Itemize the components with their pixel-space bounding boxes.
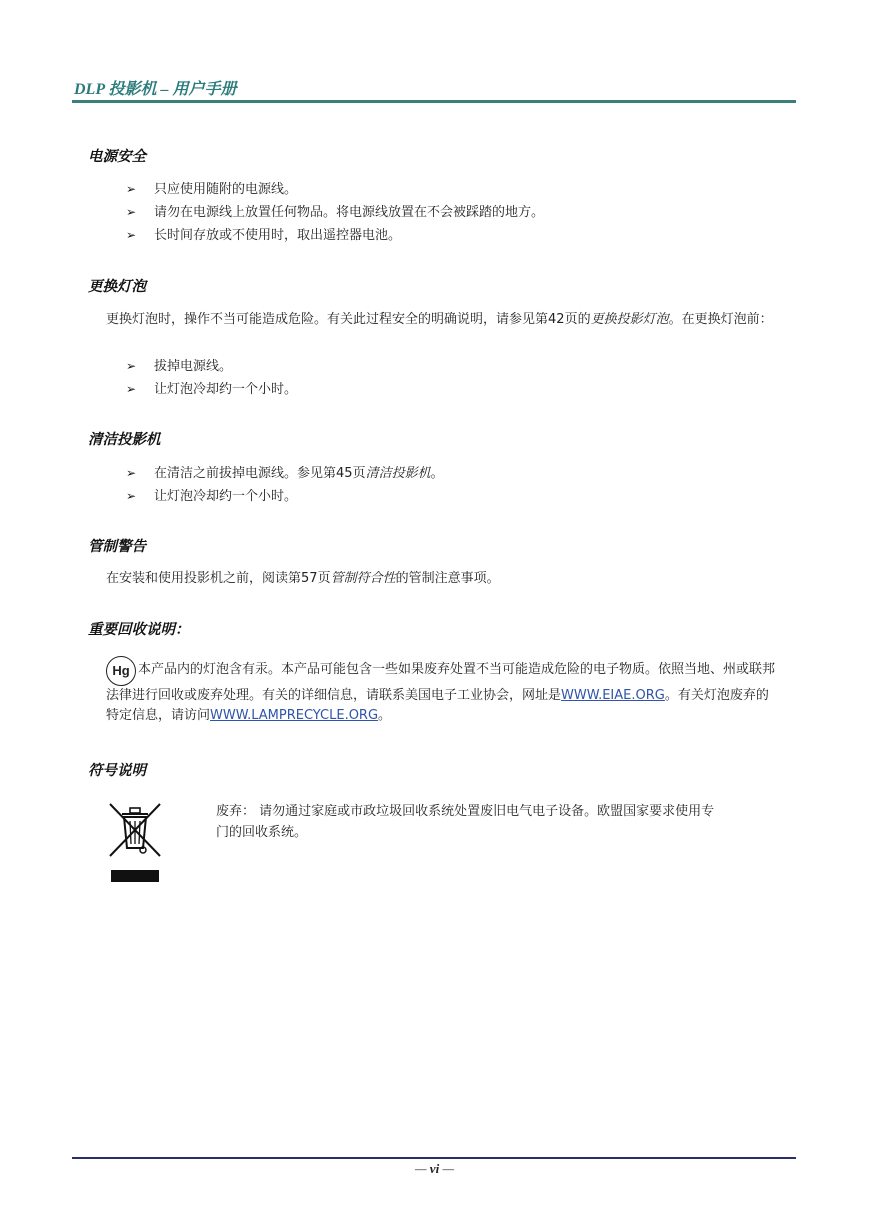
footer-rule [72, 1157, 796, 1159]
power-safety-list [126, 178, 544, 247]
clean-projector-heading: 清洁投影机 [88, 432, 161, 448]
arrow-bullet-icon: ➢ [126, 182, 137, 196]
arrow-bullet-icon: ➢ [126, 382, 137, 396]
list-item: ➢ 请勿在电源线上放置任何物品。将电源线放置在不会被踩踏的地方。 [126, 201, 544, 224]
list-item: ➢ 在清洁之前拔掉电源线。参见第45页清洁投影机。 [126, 462, 444, 485]
list-item: ➢ 让灯泡冷却约一个小时。 [126, 485, 444, 508]
list-item: ➢ 让灯泡冷却约一个小时。 [126, 378, 297, 401]
arrow-bullet-icon: ➢ [126, 359, 137, 373]
arrow-bullet-icon: ➢ [126, 228, 137, 242]
arrow-bullet-icon: ➢ [126, 466, 137, 480]
list-item: ➢ 拔掉电源线。 [126, 355, 297, 378]
replace-lamp-title: 更换投影灯泡 [590, 312, 669, 327]
replace-lamp-paragraph: 更换灯泡时，操作不当可能造成危险。有关此过程安全的明确说明，请参见第42页的更换投影灯泡。在更换灯泡前： [106, 312, 773, 327]
recycling-paragraph: Hg 本产品内的灯泡含有汞。本产品可能包含一些如果废弃处置不当可能造成危险的电子物质。依照当地、州或联邦法律进行回收或废弃处理。有关的详细信息，请联系美国电子工业协会，网址是WWW.EIAE.ORG。有关灯泡废弃的特定信息，请访问WWW.LAMPRECYCLE.ORG。 [106, 656, 778, 726]
clean-projector-title: 清洁投影机 [365, 466, 431, 481]
header-rule [72, 100, 796, 103]
arrow-bullet-icon: ➢ [126, 489, 137, 503]
power-safety-heading: 电源安全 [88, 149, 146, 165]
eiae-link[interactable]: WWW.EIAE.ORG [561, 688, 665, 703]
regulatory-paragraph: 在安装和使用投影机之前，阅读第57页管制符合性的管制注意事项。 [106, 571, 500, 586]
clean-projector-list [126, 462, 444, 508]
recycling-heading: 重要回收说明： [88, 622, 190, 638]
regulatory-heading: 管制警告 [88, 539, 146, 555]
symbols-heading: 符号说明 [88, 763, 146, 779]
page-number: — vi — [414, 1161, 454, 1176]
arrow-bullet-icon: ➢ [126, 205, 137, 219]
mercury-hg-icon: Hg [106, 656, 136, 686]
list-item: ➢ 长时间存放或不使用时，取出遥控器电池。 [126, 224, 544, 247]
document-header: DLP 投影机 – 用户手册 [74, 81, 237, 98]
lamprecycle-link[interactable]: WWW.LAMPRECYCLE.ORG [210, 708, 379, 723]
replace-lamp-list [126, 355, 297, 401]
weee-crossed-bin-icon [106, 800, 166, 884]
disposal-description: 废弃： 请勿通过家庭或市政垃圾回收系统处置废旧电气电子设备。欧盟国家要求使用专门的回收系统。 [216, 804, 715, 840]
regulatory-title: 管制符合性 [330, 571, 396, 586]
replace-lamp-heading: 更换灯泡 [88, 279, 146, 295]
list-item: ➢ 只应使用随附的电源线。 [126, 178, 544, 201]
